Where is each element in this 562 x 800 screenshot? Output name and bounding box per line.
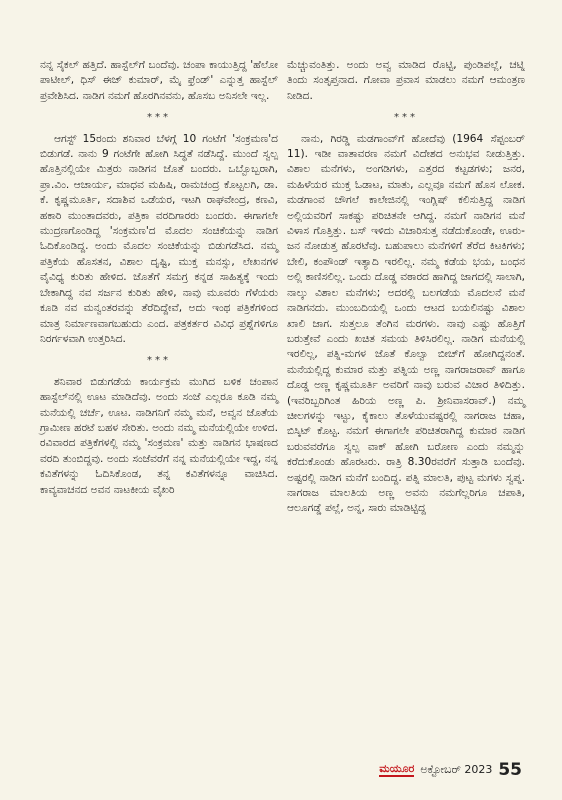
page-footer <box>379 760 522 780</box>
section-separator-1: *** <box>147 112 171 124</box>
magazine-logo: ಮಯೂರ <box>379 762 415 775</box>
left-paragraph-3: ಶನಿವಾರ ಬಿಡುಗಡೆಯ ಕಾರ್ಯಕ್ರಮ ಮುಗಿದ ಬಳಿಕ ಚಂಪಾನ ಹಾಸ್ಟೆಲ್‌ನಲ್ಲಿ ಊಟ ಮಾಡಿದೆವು. ಅಂದು ಸಂಜೆ ಎಲ್ಲರೂ ಕೂಡಿ ನಮ್ಮ ಮನೆಯಲ್ಲಿ ಚರ್ಚೆ, ಊಟ. ನಾಡಿಗನಿಗೆ ನಮ್ಮ ಮನೆ, ಅವ್ವನ ಜೊತೆಯ ಗ್ರಾಮೀಣ ಹರಟೆ ಬಹಳ ಸೇರಿತು. ಅಂದು ನಮ್ಮ ಮನೆಯಲ್ಲಿಯೇ ಉಳಿದ. ರವಿವಾರದ ಪತ್ರಿಕೆಗಳಲ್ಲಿ ನಮ್ಮ 'ಸಂಕ್ರಮಣ' ಮತ್ತು ನಾಡಿಗನ ಭಾಷಣದ ವರದಿ ತುಂಬಿದ್ದವು. ಅಂದು ಸಂಜೆವರೆಗೆ ನನ್ನ ಮನೆಯಲ್ಲಿಯೇ ಇದ್ದ, ನನ್ನ ಕವಿತೆಗಳನ್ನು ಓದಿಸಿಕೊಂಡ, ತನ್ನ ಕವಿತೆಗಳನ್ನೂ ವಾಚಿಸಿದ. ಕಾವ್ಯವಾಚನದ ಅವನ ನಾಟಕೀಯ ವೈಖರಿ <box>40 375 278 496</box>
right-paragraph-1: ಮೆಚ್ಚುವಂತಿತ್ತು. ಅಂದು ಅವ್ವ ಮಾಡಿದ ರೊಟ್ಟಿ, ಪುಂಡಿಪಲ್ಲೆ, ಚಟ್ನಿ ತಿಂದು ಸಂತೃಪ್ತನಾದ. ಗೋವಾ ಪ್ರವಾಸ ಮಾಡಲು ನಮಗೆ ಆಮಂತ್ರಣ ನೀಡಿದ. <box>287 59 525 102</box>
section-separator-2: *** <box>147 355 171 367</box>
issue-month: ಅಕ್ಟೋಬರ್ 2023 <box>420 763 493 776</box>
page-number: 55 <box>498 760 522 780</box>
left-column <box>40 58 278 498</box>
section-separator-3: *** <box>394 112 418 124</box>
right-paragraph-2: ನಾನು, ಗಿರಡ್ಡಿ ಮಡಗಾಂವ್‌ಗೆ ಹೋದೆವು (1964 ಸೆಪ್ಟಂಬರ್ 11). ಇಡೀ ವಾತಾವರಣ ನಮಗೆ ವಿದೇಶದ ಅನುಭವ ನೀಡುತ್ತಿತ್ತು. ವಿಶಾಲ ಮನೆಗಳು, ಅಂಗಡಿಗಳು, ಎತ್ತರದ ಕಟ್ಟಡಗಳು; ಜನರ, ಮಹಿಳೆಯರ ಮುಕ್ತ ಓಡಾಟ, ಮಾತು, ಎಲ್ಲವೂ ನಮಗೆ ಹೊಸ ಲೋಕ. ಮಡಗಾಂವ ಚೌಗಲೆ ಕಾಲೇಜಿನಲ್ಲಿ ಇಂಗ್ಲಿಷ್ ಕಲಿಸುತ್ತಿದ್ದ ನಾಡಿಗ ಅಲ್ಲಿಯವರಿಗೆ ಸಾಕಷ್ಟು ಪರಿಚಿತನೇ ಆಗಿದ್ದ. ನಮಗೆ ನಾಡಿಗನ ಮನೆ ವಿಳಾಸ ಗೊತ್ತಿತ್ತು. ಬಸ್ ಇಳಿದು ವಿಚಾರಿಸುತ್ತ ನಡೆದುಕೊಂಡೇ, ಊರು-ಜನ ನೋಡುತ್ತ ಹೊರಟೆವು. ಬಹುಪಾಲು ಮನೆಗಳಿಗೆ ತೆರೆದ ಕಿಟಕಿಗಳು; ಬೇಲಿ, ಕಂಪೌಂಡ್ ಇತ್ಯಾದಿ ಇರಲಿಲ್ಲ. ನಮ್ಮ ಕಡೆಯ ಭಯ, ಬಂಧನ ಅಲ್ಲಿ ಕಾಣಿಸಲಿಲ್ಲ. ಒಂದು ದೊಡ್ಡ ವಠಾರದ ಹಾಗಿದ್ದ ಜಾಗದಲ್ಲಿ ಸಾಲಾಗಿ, ನಾಲ್ಕು ವಿಶಾಲ ಮನೆಗಳು; ಅದರಲ್ಲಿ ಬಲಗಡೆಯ ಮೊದಲನೆ ಮನೆ ನಾಡಿಗನದು. ಮುಂಬದಿಯಲ್ಲಿ ಒಂದು ಆಟದ ಬಯಲಿನಷ್ಟು ವಿಶಾಲ ಖಾಲಿ ಜಾಗ. ಸುತ್ತಲೂ ತೆಂಗಿನ ಮರಗಳು. ನಾವು ಎಷ್ಟು ಹೊತ್ತಿಗೆ ಬರುತ್ತೇವೆ ಎಂದು ಖಚಿತ ಸಮಯ ತಿಳಿಸಿರಲಿಲ್ಲ. ನಾಡಿಗ ಮನೆಯಲ್ಲಿ ಇರಲಿಲ್ಲ, ಪತ್ನಿ-ಮಗಳ ಜೊತೆ ಕೊಲ್ವಾ ಬೀಚ್‌ಗೆ ಹೋಗಿದ್ದನಂತೆ. ಮನೆಯಲ್ಲಿದ್ದ ಕುಮಾರ ಮತ್ತು ಪತ್ನಿಯ ಅಣ್ಣ ನಾಗರಾಜರಾವ್ ಹಾಗೂ ದೊಡ್ಡ ಅಣ್ಣ ಕೃಷ್ಣಮೂರ್ತಿ ಅವರಿಗೆ ನಾವು ಬರುವ ವಿಚಾರ ತಿಳಿದಿತ್ತು. (ಇವರಿಬ್ಬರಿಗಿಂತ ಹಿರಿಯ ಅಣ್ಣ ಪಿ. ಶ್ರೀನಿವಾಸರಾವ್.) ನಮ್ಮ ಚೀಲಗಳನ್ನು ಇಟ್ಟು, ಕೈಕಾಲು ತೊಳೆಯುವಷ್ಟರಲ್ಲಿ ನಾಗರಾಜ ಚಹಾ, ಬಿಸ್ಕಿಟ್ ಕೊಟ್ಟ. ನಮಗೆ ಈಗಾಗಲೇ ಪರಿಚಿತರಾಗಿದ್ದ ಕುಮಾರ ನಾಡಿಗ ಬರುವವರೆಗೂ ಸ್ವಲ್ಪ ವಾಕ್ ಹೋಗಿ ಬರೋಣ ಎಂದು ನಮ್ಮನ್ನು ಕರೆದುಕೊಂಡು ಹೊರಟರು. ರಾತ್ರಿ 8.30ರವರೆಗೆ ಸುತ್ತಾಡಿ ಬಂದೆವು. ಅಷ್ಟರಲ್ಲಿ ನಾಡಿಗ ಮನೆಗೆ ಬಂದಿದ್ದ. ಪತ್ನಿ ಮಾಲತಿ, ಪುಟ್ಟ ಮಗಳು ಸ್ವಪ್ನ. ನಾಗರಾಜ ಮಾಲತಿಯ ಅಣ್ಣ ಅವನು ನಮಗೆಲ್ಲರಿಗೂ ಚಪಾತಿ, ಆಲೂಗಡ್ಡೆ ಪಲ್ಲೆ, ಅನ್ನ, ಸಾರು ಮಾಡಿಟ್ಟಿದ್ದ <box>287 132 525 515</box>
left-paragraph-2: ಆಗಸ್ಟ್ 15ರಂದು ಶನಿವಾರ ಬೆಳಗ್ಗೆ 10 ಗಂಟೆಗೆ 'ಸಂಕ್ರಮಣ'ದ ಬಿಡುಗಡೆ. ನಾನು 9 ಗಂಟೆಗೇ ಹೋಗಿ ಸಿದ್ಧತೆ ನಡೆಸಿದ್ದೆ. ಮುಂದೆ ಸ್ವಲ್ಪ ಹೊತ್ತಿನಲ್ಲಿಯೇ ಮಿತ್ರರು ನಾಡಿಗನ ಜೊತೆ ಬಂದರು. ಒಬ್ಬೊಬ್ಬರಾಗಿ, ಪ್ರಾ.ವಿಂ. ಆಚಾರ್ಯ, ಮಾಧವ ಮಹಿಷಿ, ರಾಮಚಂದ್ರ ಕೊಟ್ಟಲಗಿ, ಡಾ. ಕೆ. ಕೃಷ್ಣಮೂರ್ತಿ, ಸದಾಶಿವ ಒಡೆಯರ, ಇಟಗಿ ರಾಘವೇಂದ್ರ, ಕಣವಿ, ಹಕಾರಿ ಮುಂತಾದವರು, ಪತ್ರಿಕಾ ವರದಿಗಾರರು ಬಂದರು. ಈಗಾಗಲೇ ಮುದ್ರಣಗೊಂಡಿದ್ದ 'ಸಂಕ್ರಮಣ'ದ ಮೊದಲ ಸಂಚಿಕೆಯನ್ನು ನಾಡಿಗ ಓದಿಕೊಂಡಿದ್ದ. ಅಂದು ಮೊದಲ ಸಂಚಿಕೆಯನ್ನು ಬಿಡುಗಡೆಸಿದ. ನಮ್ಮ ಪತ್ರಿಕೆಯ ಹೊಸತನ, ವಿಶಾಲ ದೃಷ್ಟಿ, ಮುಕ್ತ ಮನಸ್ಸು, ಲೇಖನಗಳ ವೈವಿಧ್ಯ ಕುರಿತು ಹೇಳಿದ. ಜೊತೆಗೆ ಸಮಗ್ರ ಕನ್ನಡ ಸಾಹಿತ್ಯಕ್ಕೆ ಇಂದು ಬೇಕಾಗಿದ್ದ ನವ ಸರ್ಜನ ಕುರಿತು ಹೇಳಿ, ನಾವು ಮೂವರು ಗೆಳೆಯರು ಕೂಡಿ ನವ ಮನ್ವಂತರವನ್ನು ತೆರೆದಿದ್ದೇವೆ, ಅದು ಇಂಥ ಪತ್ರಿಕೆಗಳಿಂದ ಮಾತ್ರ ನಿರ್ಮಾಣವಾಗಬಹುದು ಎಂದ. ಪತ್ರಕರ್ತರ ವಿವಿಧ ಪ್ರಶ್ನೆಗಳಿಗೂ ನಿರರ್ಗಳವಾಗಿ ಉತ್ತರಿಸಿದ. <box>40 132 278 345</box>
right-column <box>287 58 525 517</box>
left-paragraph-1: ನನ್ನ ಸೈಕಲ್ ಹತ್ತಿದೆ. ಹಾಸ್ಟೆಲ್‌ಗೆ ಬಂದೆವು. ಚಂಪಾ ಕಾಯುತ್ತಿದ್ದ 'ಹೆಲೋ ಪಾಟೀಲ್, ಧಿಸ್ ಈಜ್ ಕುಮಾರ್, ಮೈ ಫ್ರೆಂಡ್' ಎನ್ನುತ್ತ ಹಾಸ್ಟೆಲ್ ಪ್ರವೇಶಿಸಿದ. ನಾಡಿಗ ನಮಗೆ ಹೊರಗಿನವನು, ಹೊಸಬ ಅನಿಸಲೇ ಇಲ್ಲ. <box>40 59 278 102</box>
